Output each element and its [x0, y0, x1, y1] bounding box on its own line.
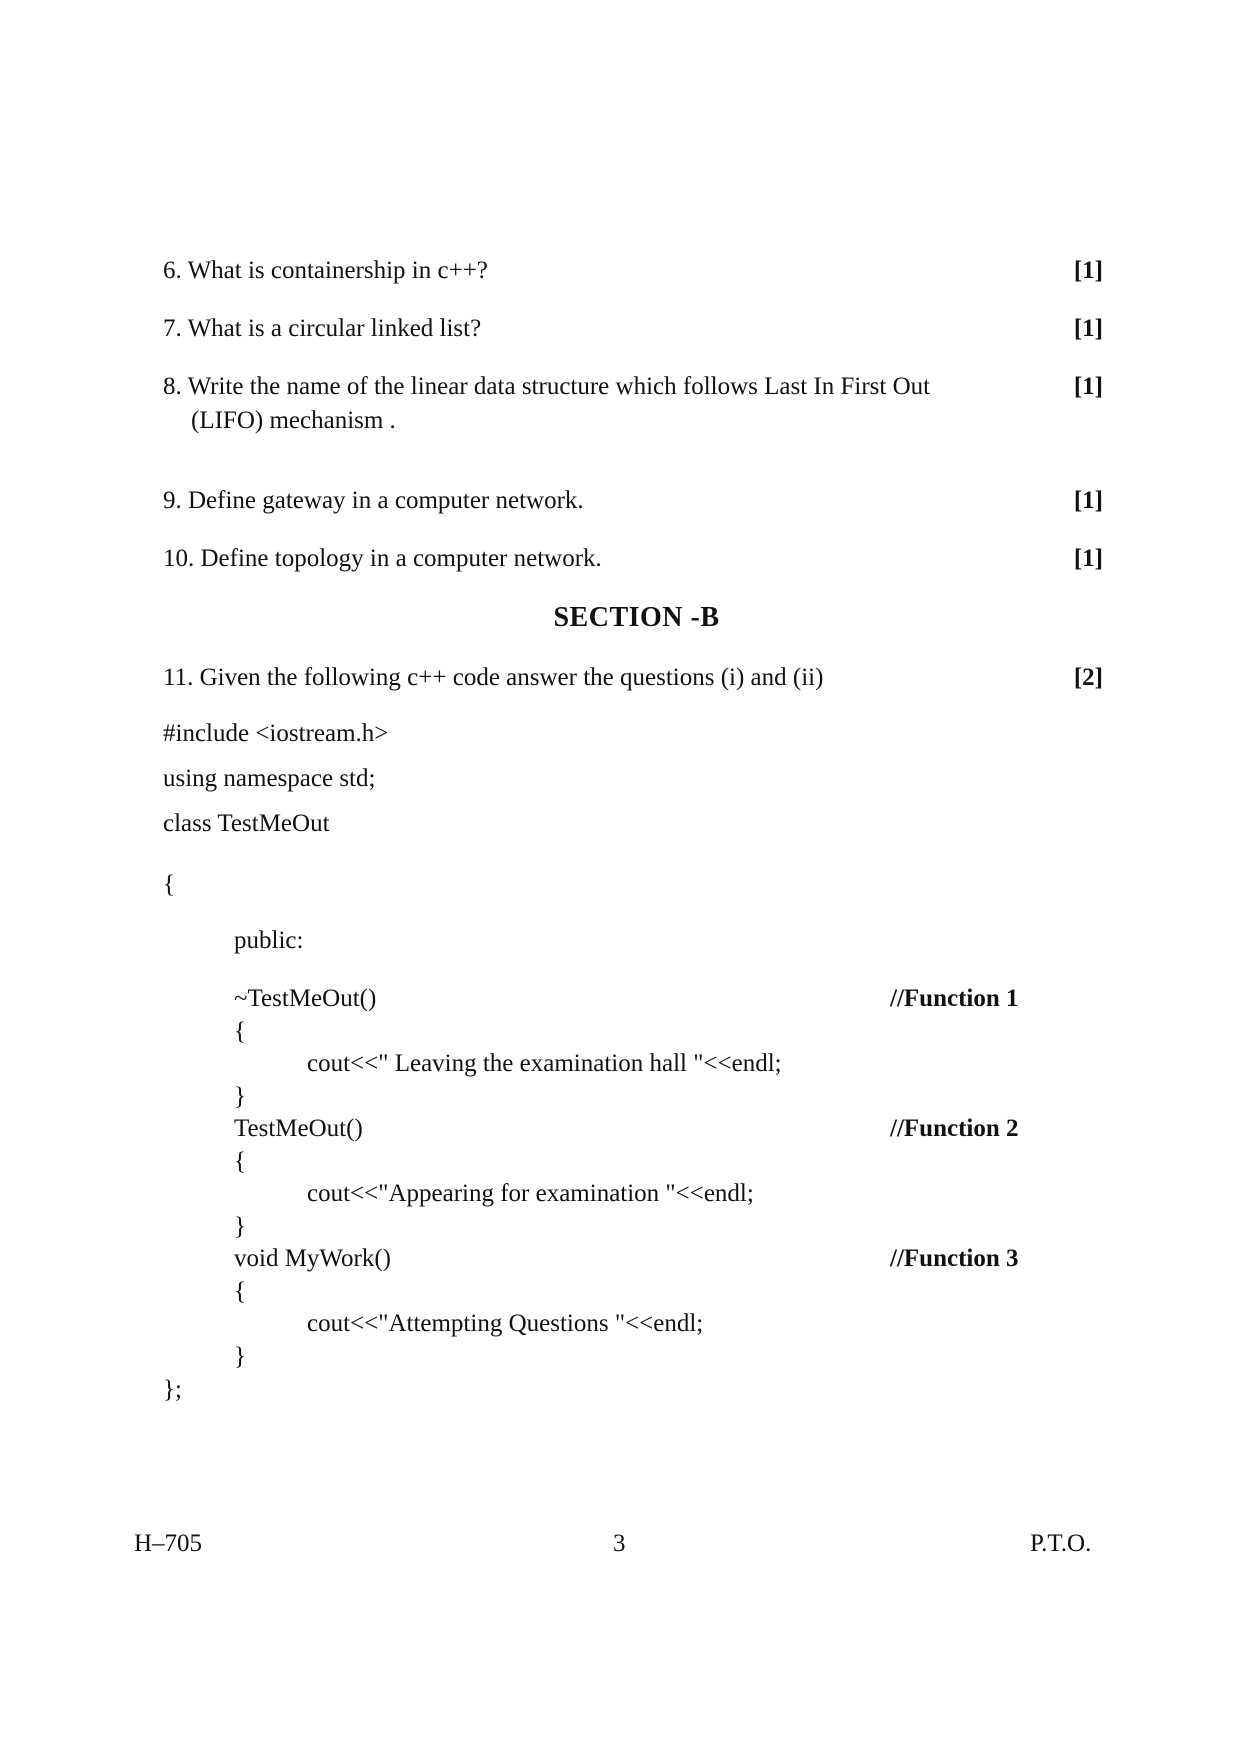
code-line-f2-open: {	[234, 1148, 246, 1175]
question-number: 10.	[163, 545, 195, 572]
section-heading: SECTION -B	[553, 602, 720, 633]
question-text	[163, 254, 488, 288]
question-body: Given the following c++ code answer the questions (i) and (ii)	[199, 664, 824, 691]
marks-badge: [2]	[1073, 664, 1103, 691]
code-line-f1-body: cout<<" Leaving the examination hall "<<endl;	[307, 1050, 782, 1077]
code-comment-function-2: //Function 2	[890, 1115, 1019, 1142]
question-text	[163, 370, 930, 438]
marks-badge: [1]	[1073, 545, 1103, 572]
code-line-using: using namespace std;	[163, 765, 376, 792]
question-number: 7.	[163, 315, 182, 342]
question-number: 9.	[163, 487, 182, 514]
code-line-open-brace: {	[163, 871, 175, 898]
question-6	[163, 254, 1103, 288]
question-body: What is containership in c++?	[187, 257, 488, 284]
question-number: 8.	[163, 373, 182, 400]
marks-badge: [1]	[1073, 315, 1103, 342]
code-line-public: public:	[234, 927, 304, 954]
footer-paper-code: H–705	[134, 1530, 203, 1557]
question-10	[163, 542, 1103, 576]
code-line-f2-body: cout<<"Appearing for examination "<<endl;	[307, 1180, 754, 1207]
code-line-class-close: };	[163, 1376, 182, 1403]
question-body: Define topology in a computer network.	[200, 545, 602, 572]
question-number: 11.	[163, 664, 194, 691]
marks-badge: [1]	[1073, 487, 1103, 514]
code-comment-function-1: //Function 1	[890, 985, 1019, 1012]
question-text	[163, 661, 823, 695]
code-line-f2-close: }	[234, 1213, 246, 1240]
question-body-continued: (LIFO) mechanism .	[191, 407, 396, 434]
question-body: What is a circular linked list?	[187, 315, 482, 342]
question-number: 6.	[163, 257, 182, 284]
question-text	[163, 542, 602, 576]
code-line-f1-open: {	[234, 1018, 246, 1045]
code-line-f1-signature: ~TestMeOut()	[234, 985, 377, 1012]
code-line-f1-close: }	[234, 1083, 246, 1110]
marks-badge: [1]	[1073, 257, 1103, 284]
question-text	[163, 312, 481, 346]
code-line-include: #include <iostream.h>	[163, 720, 389, 747]
question-text	[163, 484, 584, 518]
question-body: Define gateway in a computer network.	[188, 487, 584, 514]
question-body: Write the name of the linear data structure which follows Last In First Out	[187, 373, 931, 400]
code-line-class: class TestMeOut	[163, 810, 330, 837]
question-11	[163, 661, 1103, 695]
code-line-f3-open: {	[234, 1278, 246, 1305]
question-7	[163, 312, 1103, 346]
code-line-f3-signature: void MyWork()	[234, 1245, 391, 1272]
footer-pto: P.T.O.	[1030, 1530, 1092, 1557]
code-line-f3-close: }	[234, 1343, 246, 1370]
code-line-f3-body: cout<<"Attempting Questions "<<endl;	[307, 1310, 704, 1337]
question-9	[163, 484, 1103, 518]
code-line-f2-signature: TestMeOut()	[234, 1115, 363, 1142]
code-comment-function-3: //Function 3	[890, 1245, 1019, 1272]
marks-badge: [1]	[1073, 373, 1103, 400]
question-8	[163, 370, 1103, 438]
footer-page-number: 3	[613, 1530, 626, 1557]
